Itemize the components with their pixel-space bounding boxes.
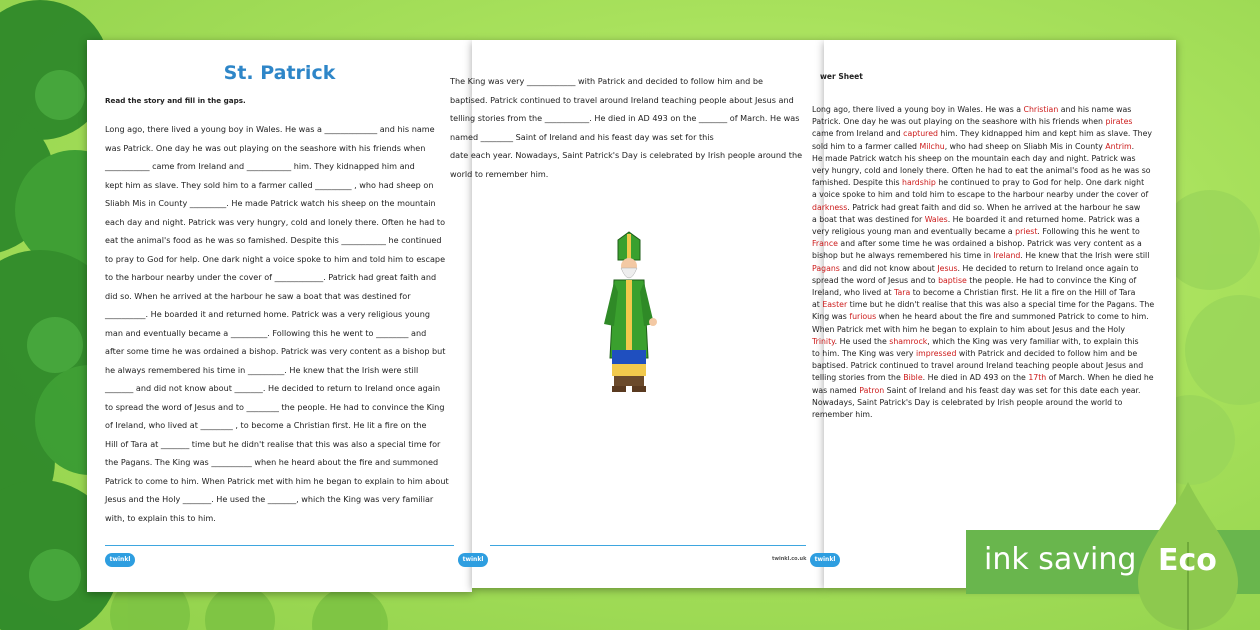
- answer-word: baptise: [938, 275, 967, 285]
- answer-text: when he heard about the fire and summoned Patrick to come to him.: [876, 312, 1149, 322]
- answer-word: 17th: [1028, 373, 1047, 383]
- answer-text: of March. When he died he: [1046, 373, 1154, 383]
- answer-text: spread the word of Jesus and to: [812, 275, 939, 285]
- answer-word: furious: [849, 312, 877, 322]
- answer-line: [812, 275, 1168, 287]
- answer-word: captured: [903, 129, 938, 139]
- answer-text: . Patrick had great faith and did so. When he arrived at the harbour he saw: [847, 202, 1141, 212]
- answer-word: Antrim: [1105, 141, 1132, 151]
- answer-text: the people. He had to convince the King of: [966, 275, 1137, 285]
- answer-text: When Patrick met with him he began to explain to him about Jesus and the Holy: [812, 324, 1125, 334]
- answer-text: He made Patrick watch his sheep on the mountain each day and night. Patrick was: [812, 153, 1136, 163]
- answer-word: Bible: [903, 373, 923, 383]
- answer-word: Ireland: [993, 251, 1021, 261]
- answer-word: priest: [1015, 227, 1038, 237]
- answer-text: and did not know about: [839, 263, 938, 273]
- answer-word: darkness: [812, 202, 848, 212]
- answer-text: and after some time he was ordained a bishop. Patrick was very content as a: [837, 239, 1142, 249]
- page-title: St. Patrick: [223, 62, 336, 84]
- answer-text: famished. Despite this: [812, 178, 903, 188]
- answer-line: [812, 409, 1168, 421]
- continuation-line: The King was very ____________ with Patrick and decided to follow him and be: [450, 76, 764, 86]
- answer-line: [812, 128, 1168, 140]
- answer-word: France: [812, 239, 838, 249]
- answer-text: and his name was: [1058, 105, 1132, 114]
- footer-divider: [490, 545, 806, 546]
- answer-text: Ireland, who lived at: [812, 288, 894, 298]
- ink-saving-label: ink saving: [984, 542, 1137, 577]
- worksheet-line: of Ireland, who lived at ________ , to become a Christian first. He lit a fire on the: [105, 420, 427, 430]
- answer-line: [812, 214, 1168, 226]
- worksheet-line: with, to explain this to him.: [105, 512, 216, 523]
- answer-word: Tara: [893, 288, 911, 298]
- answer-line: [812, 238, 1168, 250]
- answer-text: Patrick. One day he was out playing on the seashore with his friends when: [812, 117, 1106, 127]
- worksheet-line: Patrick to come to him. When Patrick met with him he began to explain to him about: [105, 475, 449, 486]
- answer-word: pirates: [1105, 117, 1133, 127]
- continuation-line: telling stories from the ___________. He died in AD 493 on the _______ of March. He was: [450, 113, 800, 123]
- answer-text: . He died in AD 493 on the: [922, 373, 1029, 383]
- answer-text: sold him to a farmer called: [812, 141, 920, 151]
- answer-line: [812, 116, 1168, 128]
- answer-line: [812, 287, 1168, 299]
- continuation-line: baptised. Patrick continued to travel around Ireland teaching people about Jesus and: [450, 94, 794, 105]
- answer-word: Easter: [822, 300, 848, 310]
- answer-line: [812, 372, 1168, 384]
- eco-label: Eco: [1158, 543, 1217, 578]
- answer-text: . He decided to return to Ireland once again to: [957, 263, 1139, 273]
- answer-line: [812, 141, 1168, 153]
- continuation-line: named ________ Saint of Ireland and his feast day was set for this: [450, 131, 714, 142]
- answer-story: [812, 104, 1168, 421]
- answer-text: Saint of Ireland and his feast day was set for this date each year.: [884, 385, 1141, 395]
- worksheet-page: [87, 40, 472, 592]
- answer-text: very hungry, cold and lonely there. Often he had to eat the animal's food as he was so: [812, 166, 1151, 176]
- answer-word: Christian: [1023, 105, 1059, 114]
- answer-word: Milchu: [919, 141, 945, 151]
- answer-text: a voice spoke to him and told him to escape to the harbour nearby under the cover of: [812, 190, 1149, 200]
- worksheet-line: was Patrick. One day he was out playing on the seashore with his friends when: [105, 142, 426, 153]
- answer-text: Long ago, there lived a young boy in Wales. He was a: [812, 105, 1024, 114]
- worksheet-line: man and eventually became a _________. Following this he went to ________ and: [105, 327, 427, 338]
- worksheet-line: to pray to God for help. One dark night a voice spoke to him and told him to escape: [105, 253, 446, 264]
- answer-line: [812, 263, 1168, 275]
- answer-line: [812, 226, 1168, 238]
- worksheet-line: kept him as slave. They sold him to a farmer called _________ , who had sheep on: [105, 179, 434, 190]
- worksheet-line: to the harbour nearby under the cover of ____________. Patrick had great faith and: [105, 272, 437, 282]
- answer-text: bishop but he always remembered his time in: [812, 251, 994, 261]
- answer-word: Jesus: [937, 263, 958, 273]
- worksheet-line: to spread the word of Jesus and to ________ the people. He had to convince the King: [105, 401, 445, 412]
- answer-text: at: [812, 300, 823, 310]
- answer-text: time but he didn't realise that this was also a special time for the Pagans. The: [847, 300, 1155, 310]
- answer-text: , who had sheep on Sliabh Mis in County: [944, 141, 1106, 151]
- worksheet-line: ___________ came from Ireland and ___________ him. They kidnapped him and: [105, 161, 415, 171]
- answer-text: . He boarded it and returned home. Patrick was a: [947, 214, 1140, 224]
- answer-line: [812, 165, 1168, 177]
- answer-text: baptised. Patrick continued to travel around Ireland teaching people about Jesus and: [812, 361, 1144, 371]
- answer-line: [812, 311, 1168, 323]
- answer-word: Pagans: [812, 263, 840, 273]
- worksheet-line: eat the animal's food as he was so famished. Despite this ___________ he continued: [105, 235, 442, 245]
- answer-sheet-heading: wer Sheet: [820, 72, 863, 81]
- answer-text: was named: [812, 385, 860, 395]
- answer-line: [812, 250, 1168, 262]
- answer-text: Nowadays, Saint Patrick's Day is celebrated by Irish people around the world to: [812, 397, 1123, 407]
- answer-text: came from Ireland and: [812, 129, 904, 139]
- answer-line: [812, 397, 1168, 409]
- answer-sheet-page: [812, 40, 1176, 588]
- answer-line: [812, 104, 1168, 116]
- answer-text: to become a Christian first. He lit a fire on the Hill of Tara: [910, 288, 1136, 298]
- worksheet-line: Sliabh Mis in County _________. He made Patrick watch his sheep on the mountain: [105, 198, 436, 208]
- answer-word: impressed: [916, 349, 957, 359]
- worksheet-line: _______ and did not know about _______. He decided to return to Ireland once again: [105, 383, 441, 393]
- answer-word: Wales: [924, 214, 948, 224]
- twinkl-logo: twinkl: [458, 553, 488, 567]
- answer-text: , which the King was very familiar with, to explain this: [927, 336, 1139, 346]
- answer-line: [812, 360, 1168, 372]
- answer-line: [812, 299, 1168, 311]
- worksheet-line: the Pagans. The King was __________ when he heard about the fire and summoned: [105, 457, 439, 467]
- worksheet-story: [105, 120, 454, 527]
- answer-text: telling stories from the: [812, 373, 904, 383]
- worksheet-line: each day and night. Patrick was very hungry, cold and lonely there. Often he had to: [105, 216, 446, 227]
- answer-line: [812, 177, 1168, 189]
- continuation-line: date each year. Nowadays, Saint Patrick's Day is celebrated by Irish people around the: [450, 150, 803, 160]
- answer-text: very religious young man and eventually became a: [812, 227, 1016, 237]
- twinkl-logo: twinkl: [810, 553, 840, 567]
- answer-text: . He knew that the Irish were still: [1020, 251, 1150, 261]
- answer-text: King was: [812, 312, 850, 322]
- answer-word: Patron: [859, 385, 885, 395]
- answer-text: to him. The King was very: [812, 349, 916, 359]
- answer-text: .: [1131, 141, 1135, 151]
- answer-text: he continued to pray to God for help. One dark night: [935, 178, 1145, 188]
- answer-line: [812, 153, 1168, 165]
- answer-word: shamrock: [889, 336, 928, 346]
- worksheet-line: Jesus and the Holy _______. He used the _______, which the King was very familiar: [105, 494, 434, 504]
- answer-line: [812, 324, 1168, 336]
- worksheet-line: Hill of Tara at _______ time but he didn't realise that this was also a special time for: [105, 438, 441, 449]
- footer-divider: [105, 545, 454, 546]
- answer-line: [812, 348, 1168, 360]
- worksheet-line: after some time he was ordained a bishop. Patrick was very content as a bishop but: [105, 346, 446, 356]
- answer-text: him. They kidnapped him and kept him as slave. They: [937, 129, 1152, 139]
- answer-text: remember him.: [812, 410, 873, 420]
- continuation-story: [450, 72, 804, 183]
- answer-word: hardship: [902, 178, 936, 188]
- worksheet-line: __________. He boarded it and returned home. Patrick was a very religious young: [105, 309, 430, 319]
- worksheet-line: he always remembered his time in _________. He knew that the Irish were still: [105, 364, 419, 375]
- answer-line: [812, 202, 1168, 214]
- worksheet-line: did so. When he arrived at the harbour he saw a boat that was destined for: [105, 290, 411, 301]
- answer-text: a boat that was destined for: [812, 214, 925, 224]
- answer-line: [812, 189, 1168, 201]
- answer-line: [812, 385, 1168, 397]
- answer-text: . He used the: [834, 336, 890, 346]
- continuation-line: world to remember him.: [450, 168, 549, 179]
- saint-patrick-illustration: [600, 232, 658, 392]
- twinkl-logo: twinkl: [105, 553, 135, 567]
- answer-line: [812, 336, 1168, 348]
- answer-text: . Following this he went to: [1037, 227, 1140, 237]
- answer-word: Trinity: [812, 336, 835, 346]
- site-url: twinkl.co.uk: [772, 556, 807, 562]
- answer-text: with Patrick and decided to follow him and be: [956, 349, 1138, 359]
- worksheet-line: Long ago, there lived a young boy in Wales. He was a _____________ and his name: [105, 124, 435, 134]
- instruction-text: Read the story and fill in the gaps.: [105, 96, 246, 105]
- continuation-page: [450, 40, 824, 588]
